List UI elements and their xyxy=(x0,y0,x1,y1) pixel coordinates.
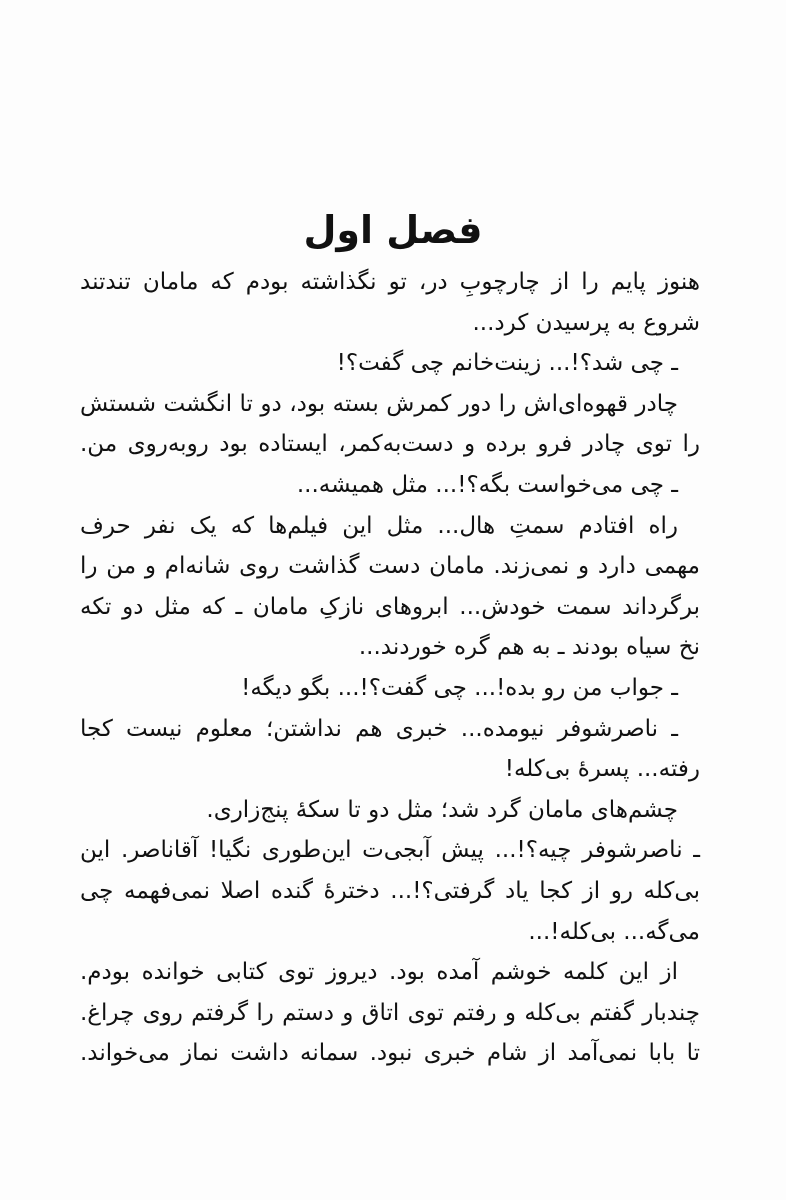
text-line: نخ سیاه بودند ـ به هم گره خوردند... xyxy=(358,634,700,661)
text-line: برگرداند سمت خودش... ابروهای نازکِ مامان ـ که مثل دو تکه xyxy=(80,593,700,620)
dialogue-line: ـ چی می‌خواست بگه؟!... مثل همیشه... xyxy=(296,471,678,498)
text-line: مهمی دارد و نمی‌زند. مامان دست گذاشت روی شانه‌ام و من را xyxy=(80,553,700,580)
text-line: بی‌کله رو از کجا یاد گرفتی؟!... دخترهٔ گنده اصلا نمی‌فهمه چی xyxy=(80,877,700,904)
dialogue-line: ـ جواب من رو بده!... چی گفت؟!... بگو دیگه! xyxy=(241,674,678,701)
body-text xyxy=(80,262,700,1074)
dialogue-line: ـ ناصرشوفر چیه؟!... پیش آبجی‌ت این‌طوری نگیا! آقاناصر. این xyxy=(80,837,700,864)
dialogue-line: ـ چی شد؟!... زینت‌خانم چی گفت؟! xyxy=(336,350,678,377)
text-line: تا بابا نمی‌آمد از شام خبری نبود. سمانه داشت نماز می‌خواند. xyxy=(80,1040,700,1067)
text-line: می‌گه... بی‌کله!... xyxy=(528,918,700,945)
text-line: راه افتادم سمتِ هال... مثل این فیلم‌ها که یک نفر حرف xyxy=(80,512,678,539)
text-line: رفته... پسرهٔ بی‌کله! xyxy=(504,756,700,783)
text-line: چندبار گفتم بی‌کله و رفتم توی اتاق و دستم را گرفتم روی چراغ. xyxy=(80,999,700,1026)
text-line: را توی چادر فرو برده و دست‌به‌کمر، ایستاده بود روبه‌روی من. xyxy=(80,431,700,458)
text-line: چادر قهوه‌ای‌اش را دور کمرش بسته بود، دو تا انگشت شستش xyxy=(80,390,678,417)
chapter-title: فصل اول xyxy=(303,208,483,252)
text-line: چشم‌های مامان گرد شد؛ مثل دو تا سکهٔ پنج‌زاری. xyxy=(206,796,678,823)
text-line: هنوز پایم را از چارچوبِ در، تو نگذاشته بودم که مامان تندتند xyxy=(80,269,700,295)
text-line: از این کلمه خوشم آمده بود. دیروز توی کتابی خوانده بودم. xyxy=(80,959,678,986)
dialogue-line: ـ ناصرشوفر نیومده... خبری هم نداشتن؛ معلوم نیست کجا xyxy=(80,715,678,742)
text-line: شروع به پرسیدن کرد... xyxy=(472,309,700,336)
